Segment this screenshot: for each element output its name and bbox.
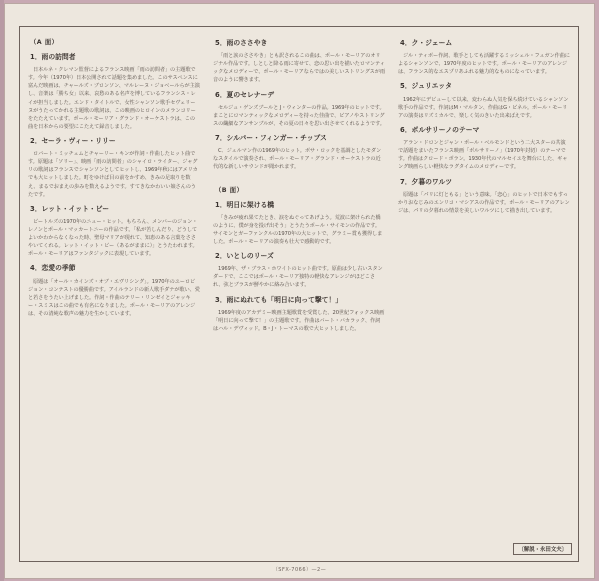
- song-title: 7．夕暮のワルツ: [400, 177, 453, 186]
- catalog-number: （SFX-7066）—2—: [272, 567, 327, 573]
- song-title: 6．夏のセレナーデ: [215, 90, 275, 99]
- song-description: 原題は「オール・カインズ・オブ・エヴリシング」。1970年のユーロビジョン・コンテストの優勝曲です。アイルランドの新人歌手ダナが歌い、愛と若さをうたい上げました。作詞・作曲のテリー・リンゼイとジャッキー・スミスはこの曲でも有名になりました。ポール・モーリアのアレンジは、その清純な歌声の魅力を生かしています。: [28, 278, 200, 317]
- side-a-heading: （A 面）: [30, 39, 59, 46]
- song-description: 「きみが疲れ果てたとき、涙をぬぐってあげよう。荒波に架けられた橋のように、僕が身を投げ出そう」とうたうポール・サイモンの作品です。サイモンとガーファンクルの1970年の大ヒットで、グラミー賞も獲得しました。ポール・モーリアの演奏も壮大で感動的です。: [213, 214, 383, 245]
- song-description: 日本ルネ・クレマン監督によるフランス映画「雨の訪問者」の主題歌です。今年（1970年）日本公開されて話題を集めました。このサスペンスに富んだ映画は、チャールズ・ブロンソン、マルレーヌ・ジョベールらが主演し、音楽は「勝ち女」以来、哀愁のある名声を博しているフランシス・レイが担当しました。エンド・タイトルで、女性シャンソン歌手セヴェリーヌがうたってかれる主題歌の歌詞は、この映画のヒロインのメランコリーをたたえています。ポール・モーリア・グランド・オーケストラは、この曲を日本からの要望にこたえて録音しました。: [28, 67, 200, 130]
- song-description: ロバート・ミッチェムとチャーリー・キンが作詞・作曲したヒット曲です。原題は「ソリー」、映画「雨の訪問者」のシャイロ・ライター、ジャグリの歌詞はフランスでシャンソンとしてヒットし、1969年秋にはアメリカでも大ヒットしました。町をゆけば目の前をかすめ、きみの足取りを数え、まるでおまえの歩みを数えるようです。すてきなかわいい娘さんのうたです。: [28, 151, 198, 198]
- column-middle: [213, 33, 385, 555]
- commentary-credit: 〔解説・永田文夫〕: [513, 543, 572, 555]
- song-title: 2．いとしのリーズ: [215, 252, 274, 261]
- song-title: 3．レット・イット・ビー: [30, 204, 110, 213]
- liner-notes-page: [4, 3, 595, 579]
- song-title: 4．恋愛の季節: [30, 264, 76, 273]
- song-description: ビートルズの1970年のニュー・ヒット。もちろん、メンバーのジョン・レノンとポール・マッカートニーの作品です。「私が苦しんだり、どうしてよいかわからなくなった時、聖母マリアが現れて、知恵のある言葉をささやいてくれる。レット・イット・ビー（あるがままに）」とうたわれます。ポール・モーリアはファンタジックに表現しています。: [28, 218, 198, 258]
- song-title: 5．ジュリエッタ: [400, 82, 452, 91]
- song-title: 2．セーラ・ヴィー・リリー: [30, 136, 116, 145]
- song-description: アラン・ドロンとジャン・ポール・ベルモンドという二大スターの共演で話題をまいたフランス映画「ボルサリーノ」（1970年封切）のテーマです。作曲はクロード・ボラン。1930年代のマルセイユを舞台にした、ギャング映画らしい軽快なラグタイムのメロディーです。: [398, 140, 568, 171]
- song-title: 1．雨の訪問者: [30, 53, 76, 61]
- song-description: 1962年にデビューして以来、変わらぬ人気を保ち続けているシャンソン歌手の作品です。作詞はM・マルタン、作曲はG・ピネル。ポール・モーリアの演奏はリズミカルで、楽しく気のきいた出来ばえです。: [398, 96, 569, 119]
- song-description: 原題は「パリに灯ともる」という意味。「恋心」のヒットで日本でもすっかりおなじみのエンリコ・マシアスの作品です。ポール・モーリアのアレンジは、パリの夕暮れの情景を美しいワルツにして描き出しています。: [398, 191, 570, 214]
- column-side-a: [28, 33, 200, 555]
- song-description: 「雨と涙のささやき」とも訳されるこの曲は、ポール・モーリアのオリジナル作品です。しとしと降る雨に寄せて、恋の思い出を描いたロマンティックなメロディーで、ポール・モーリアならではの美しいストリングスが雨音のように響きます。: [213, 53, 385, 84]
- song-description: セルジュ・ゲンズブールと J・ウィンターの作品。1969年のヒットです。まことにロマンティックなメロディーを持った佳曲で、ピアノやストリングスの繊細なアンサンブルが、その夏の日々を思い出させてくれるようです。: [213, 104, 385, 127]
- liner-notes-frame: [19, 26, 579, 562]
- song-description: ジル・ティボー作詞、歌手としても活躍するミッシェル・フュガン作曲によるシャンソンで、1970年度のヒットです。ポール・モーリアのアレンジは、フランス的なエスプリあふれる魅力的なものになっています。: [398, 53, 570, 76]
- song-description: 1969年、ザ・ブラス・ホワイトのヒット曲です。原曲は少し古いスタンダードで、ここではポール・モーリア独特の軽快なアレンジがほどこされ、弦とブラスが鮮やかに絡み合います。: [213, 266, 383, 289]
- song-title: 1．明日に架ける橋: [215, 200, 275, 209]
- song-title: 4．ク・ジェーム: [400, 39, 453, 47]
- song-title: 6．ボルサリーノのテーマ: [400, 125, 480, 134]
- song-title: 5．雨のささやき: [215, 39, 268, 47]
- song-title: 7．シルバー・フィンガー・チップス: [215, 134, 327, 143]
- song-title: 3．雨にぬれても「明日に向って撃て！」: [215, 295, 343, 304]
- column-side-b: [398, 33, 570, 555]
- side-b-heading: （B 面）: [215, 186, 244, 194]
- song-description: 1969年度のアカデミー映画主題歌賞を受賞した、20世紀フォックス映画「明日に向って撃て！」の主題歌です。作曲はバート・バカラック、作詞はハル・デヴィッド。B・J・トーマスの歌で大ヒットしました。: [213, 309, 385, 332]
- song-description: C．ジュルマン作の1969年のヒット。ボサ・ロックを基調としたモダンなスタイルで演奏され、ポール・モーリア・グランド・オーケストラの近代的な新しいサウンドが聞かれます。: [213, 148, 382, 171]
